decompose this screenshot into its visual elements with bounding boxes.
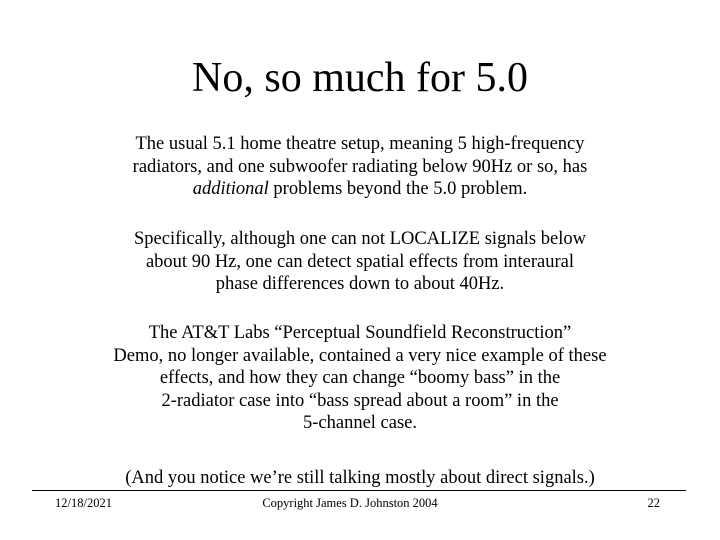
paragraph-line — [60, 178, 660, 201]
paragraph-localization — [60, 228, 660, 296]
slide-number: 22 — [647, 496, 660, 510]
paragraph-line: The usual 5.1 home theatre setup, meaning 5 high-frequency — [135, 134, 585, 154]
paragraph-line: radiators, and one subwoofer radiating below 90Hz or so, has — [132, 156, 588, 177]
emphasized-word: additional — [192, 179, 269, 199]
paragraph-line: 5-channel case. — [302, 413, 418, 433]
paragraph-line: phase differences down to about 40Hz. — [215, 274, 505, 294]
paragraph-line: effects, and how they can change “boomy bass” in the — [159, 368, 561, 388]
paragraph-line: Specifically, although one can not LOCALIZE signals below — [134, 229, 586, 249]
paragraph-line-rest: problems beyond the 5.0 problem. — [268, 179, 528, 199]
paragraph-line: Demo, no longer available, contained a very nice example of these — [113, 345, 607, 366]
paragraph-line: about 90 Hz, one can detect spatial effects from interaural — [145, 251, 575, 272]
slide-title: No, so much for 5.0 — [192, 55, 528, 101]
footer-divider — [32, 490, 686, 491]
paragraph-5-1-setup — [60, 133, 660, 201]
paragraph-line: 2-radiator case into “bass spread about a room” in the — [161, 390, 559, 411]
paragraph-direct-signals-note — [60, 467, 660, 490]
footer-date: 12/18/2021 — [55, 496, 112, 510]
paragraph-att-demo — [60, 322, 660, 435]
paragraph-line: The AT&T Labs “Perceptual Soundfield Reconstruction” — [148, 323, 572, 343]
footer-copyright: Copyright James D. Johnston 2004 — [262, 496, 438, 510]
paragraph-line: (And you notice we’re still talking mostly about direct signals.) — [125, 468, 595, 488]
